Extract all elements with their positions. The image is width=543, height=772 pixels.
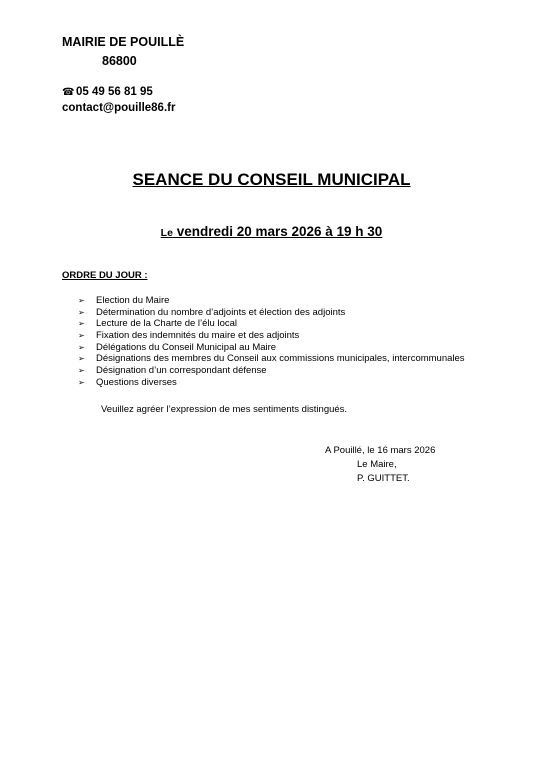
list-item [78, 318, 465, 330]
agenda-list [78, 295, 465, 389]
agenda-item-text: Délégations du Conseil Municipal au Maire [96, 341, 277, 353]
agenda-item-text: Détermination du nombre d’adjoints et élection des adjoints [96, 306, 346, 318]
list-item [78, 353, 465, 365]
email-address: contact@pouille86.fr [62, 102, 176, 114]
signature-role: Le Maire, [357, 459, 397, 470]
page-title: SEANCE DU CONSEIL MUNICIPAL [132, 170, 411, 189]
agenda-item-text: Désignation d’un correspondant défense [96, 365, 267, 377]
date-prefix: Le [160, 227, 173, 239]
agenda-item-text: Désignations des membres du Conseil aux commissions municipales, intercommunales [96, 353, 465, 365]
meeting-date [0, 224, 543, 239]
arrow-bullet-icon: ➢ [78, 296, 85, 305]
arrow-bullet-icon: ➢ [78, 342, 85, 352]
list-item [78, 307, 465, 319]
list-item [78, 342, 465, 354]
agenda-item-text: Election du Maire [96, 295, 170, 306]
telephone-icon: ☎ [62, 87, 75, 98]
signature-name: P. GUITTET. [357, 473, 410, 484]
mairie-name: MAIRIE DE POUILLÈ [62, 35, 185, 49]
arrow-bullet-icon: ➢ [78, 331, 85, 341]
phone-number: 05 49 56 81 95 [76, 86, 153, 98]
signature-place-date: A Pouillé, le 16 mars 2026 [325, 445, 436, 456]
list-item [78, 377, 465, 389]
arrow-bullet-icon: ➢ [78, 319, 85, 329]
list-item [78, 330, 465, 342]
agenda-item-text: Questions diverses [96, 376, 177, 388]
phone-line [62, 86, 153, 98]
closing-formula: Veuillez agréer l’expression de mes sentiments distingués. [101, 404, 348, 415]
arrow-bullet-icon: ➢ [78, 377, 85, 387]
arrow-bullet-icon: ➢ [78, 366, 85, 376]
agenda-item-text: Lecture de la Charte de l’élu local [96, 318, 238, 330]
arrow-bullet-icon: ➢ [78, 307, 85, 317]
agenda-heading: ORDRE DU JOUR : [62, 270, 148, 281]
list-item [78, 295, 465, 307]
date-text: vendredi 20 mars 2026 à 19 h 30 [172, 224, 383, 239]
arrow-bullet-icon: ➢ [78, 354, 85, 364]
agenda-item-text: Fixation des indemnités du maire et des adjoints [96, 330, 300, 342]
list-item [78, 365, 465, 377]
postal-code: 86800 [102, 54, 137, 68]
